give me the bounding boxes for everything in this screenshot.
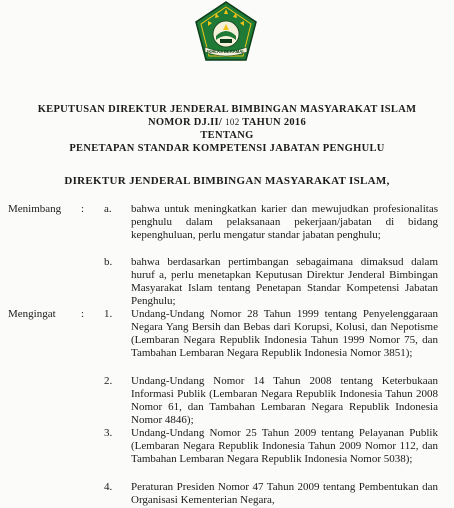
menimbang-marker-a: a. xyxy=(104,203,112,215)
header-tentang: TENTANG xyxy=(200,130,254,141)
mengingat-marker-1: 1. xyxy=(104,308,113,320)
header-number-prefix: NOMOR DJ.II/ xyxy=(147,117,223,128)
header-subject: PENETAPAN STANDAR KOMPETENSI JABATAN PENGHULU xyxy=(69,143,385,154)
mengingat-item-3: Undang-Undang Nomor 25 Tahun 2009 tentang Pelayanan Publik (Lembaran Negara Republik Indonesia Tahun 2009 Nomor 112, dan Tambahan Lembaran Negara Republik Indonesia Nomor 5038); xyxy=(131,427,438,465)
kementerian-agama-emblem-icon xyxy=(193,0,259,66)
mengingat-item-1: Undang-Undang Nomor 28 Tahun 1999 tentang Penyelenggaraan Negara Yang Bersih dan Bebas dari Korupsi, Kolusi, dan Nepotisme (Lembaran Negara Republik Indonesia Tahun 1999 Nomor 75, dan Tambahan Lembaran Negara Republik Indonesia Nomor 3851); xyxy=(131,308,438,359)
mengingat-item-2: Undang-Undang Nomor 14 Tahun 2008 tentang Keterbukaan Informasi Publik (Lembaran Negara Republik Indonesia Tahun 2008 Nomor 61, dan Tambahan Lembaran Negara Republik Indonesia Nomor 4846); xyxy=(131,375,438,426)
mengingat-label: Mengingat xyxy=(8,308,56,320)
menimbang-colon: : xyxy=(81,203,85,215)
header-number-value: 102 xyxy=(225,117,240,127)
mengingat-marker-2: 2. xyxy=(104,375,113,387)
mengingat-item-4: Peraturan Presiden Nomor 47 Tahun 2009 tentang Pembentukan dan Organisasi Kementerian Negara, xyxy=(131,481,438,506)
emblem-ribbon-text: IKHLAS BERAMAL xyxy=(207,49,245,54)
header-number-line xyxy=(0,117,454,128)
menimbang-item-b: bahwa berdasarkan pertimbangan sebagaimana dimaksud dalam huruf a, perlu menetapkan Keputusan Direktur Jenderal Bimbingan Masyarakat Islam tentang Penetapan Standar Kompetensi Jabatan Penghulu; xyxy=(131,256,438,307)
header-number-suffix: TAHUN 2016 xyxy=(242,117,307,128)
menimbang-marker-b: b. xyxy=(104,256,113,268)
mengingat-colon: : xyxy=(81,308,85,320)
header-title-line: KEPUTUSAN DIREKTUR JENDERAL BIMBINGAN MASYARAKAT ISLAM xyxy=(37,104,417,115)
menimbang-label: Menimbang xyxy=(8,203,62,215)
mengingat-marker-3: 3. xyxy=(104,427,113,439)
director-title: DIREKTUR JENDERAL BIMBINGAN MASYARAKAT ISLAM, xyxy=(64,175,390,187)
mengingat-marker-4: 4. xyxy=(104,481,113,493)
menimbang-item-a: bahwa untuk meningkatkan karier dan mewujudkan profesionalitas penghulu dalam pelaksanaan pekerjaan/jabatan di bidang kepenghuluan, perlu mengatur standar jabatan penghulu; xyxy=(131,203,438,241)
